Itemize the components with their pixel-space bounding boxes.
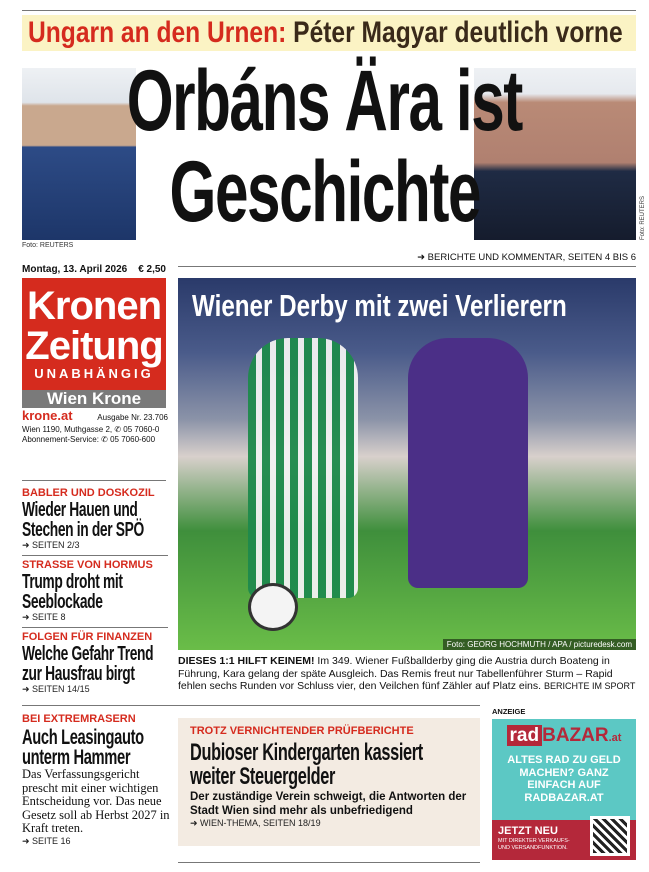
story-text: Der zuständige Verein schweigt, die Antworten der Stadt Wien sind mehr als unbefriedigend xyxy=(190,791,467,817)
reports-ref-text: BERICHTE UND KOMMENTAR, SEITEN 4 BIS 6 xyxy=(427,252,636,263)
photo-credit: Foto: REUTERS xyxy=(22,242,74,249)
kicker: TROTZ VERNICHTENDER PRÜFBERICHTE xyxy=(190,725,414,737)
photo-credit-right: Foto: REUTERS xyxy=(640,195,646,240)
top-rule xyxy=(22,10,636,11)
brand-c: .at xyxy=(608,732,622,744)
price: € 2,50 xyxy=(138,264,166,275)
phone: 05 7060-0 xyxy=(123,425,160,434)
story-text: Das Verfassungsgericht prescht mit einer wichtigen Entscheidung vor. Das neue Gesetz soll ab Herbst 2027 in Kraft treten. xyxy=(22,767,170,835)
headline-line2: Geschichte xyxy=(169,144,480,240)
rule xyxy=(178,862,480,863)
date: Montag, 13. April 2026 xyxy=(22,264,128,275)
story-ref: WIEN-THEMA, SEITEN 18/19 xyxy=(200,818,321,828)
story-title: Trump droht mit Seeblockade xyxy=(22,571,123,613)
subscription-phone: 05 7060-600 xyxy=(110,435,156,444)
kicker: BABLER UND DOSKOZIL xyxy=(22,487,155,499)
kicker: FOLGEN FÜR FINANZEN xyxy=(22,631,153,643)
story-title: Welche Gefahr Trend zur Hausfrau birgt xyxy=(22,643,154,685)
logo-sub: UNABHÄNGIG xyxy=(34,366,154,381)
main-photo-credit: Foto: GEORG HOCHMUTH / APA / picturedesk.com xyxy=(443,639,636,650)
side-story[interactable]: BABLER UND DOSKOZIL Wieder Hauen und Stechen in der SPÖ ➜ SEITEN 2/3 xyxy=(22,484,168,556)
ad-brand xyxy=(492,725,636,749)
rule xyxy=(22,705,480,706)
story-ref: SEITE 8 xyxy=(32,612,66,622)
bottom-mid-story[interactable]: TROTZ VERNICHTENDER PRÜFBERICHTE Dubioser Kindergarten kassiert weiter Steuergelder Der zuständige Verein schweigt, die Antworten der Stadt Wien sind mehr als unbefriedigend ➜ WIEN-THEMA, SEITEN 18/19 xyxy=(178,718,480,846)
masthead-info: krone.at Ausgabe Nr. 23.706 Wien 1190, Muthgasse 2, ✆ 05 7060-0 Abonnement-Service: ✆ 05 7060-600 xyxy=(22,408,168,444)
subscription: Abonnement-Service: xyxy=(22,435,99,444)
banner-red: Ungarn an den Urnen: xyxy=(28,16,287,49)
story-title: Auch Leasingauto unterm Hammer xyxy=(22,726,144,769)
brand-a: rad xyxy=(507,725,543,746)
logo-line1: Kronen xyxy=(27,284,161,328)
football xyxy=(248,583,298,631)
caption-ref[interactable]: BERICHTE IM SPORT xyxy=(543,681,636,691)
edition: Wien Krone xyxy=(22,390,166,408)
advertisement[interactable] xyxy=(492,719,636,860)
player-austria xyxy=(408,338,528,588)
story-title: Dubioser Kindergarten kassiert weiter Steuergelder xyxy=(190,739,423,790)
address: Wien 1190, Muthgasse 2, xyxy=(22,425,113,434)
top-banner xyxy=(22,15,636,51)
main-headline xyxy=(0,53,649,240)
rule xyxy=(178,266,636,267)
story-ref: SEITEN 2/3 xyxy=(32,540,80,550)
banner-dark: Péter Magyar deutlich vorne xyxy=(293,16,623,49)
story-title: Wieder Hauen und Stechen in der SPÖ xyxy=(22,499,144,541)
main-caption xyxy=(178,655,638,693)
headline-line1: Orbáns Ära ist xyxy=(126,53,523,149)
site-link[interactable]: krone.at xyxy=(22,408,73,423)
player-rapid xyxy=(248,338,358,598)
issue: Ausgabe Nr. 23.706 xyxy=(97,413,168,422)
ad-text: ALTES RAD ZU GELD MACHEN? GANZ EINFACH AUF RADBAZAR.AT xyxy=(507,754,621,804)
qr-code-icon xyxy=(590,816,630,856)
logo[interactable] xyxy=(22,278,166,390)
side-story[interactable]: STRASSE VON HORMUS Trump droht mit Seeblockade ➜ SEITE 8 xyxy=(22,556,168,628)
ad-label: ANZEIGE xyxy=(492,707,526,716)
logo-line2: Zeitung xyxy=(25,324,163,368)
caption-text: Im 349. Wiener Fußballderby ging die Austria durch Boateng in Führung, Kara gelang der späte Ausgleich. Das Remis freut nur Tabellenführer Sturm – Rapid fehlen sechs Runden vor Schluss vier, den Veilchen fünf Zähler auf Platz eins. xyxy=(178,655,613,692)
kicker: BEI EXTREMRASERN xyxy=(22,713,136,725)
bottom-left-story[interactable]: BEI EXTREMRASERN Auch Leasingauto unterm Hammer Das Verfassungsgericht prescht mit einer wichtigen Entscheidung vor. Das neue Gesetz soll ab Herbst 2027 in Kraft treten. ➜ SEITE 16 xyxy=(22,713,172,847)
reports-ref[interactable]: ➜ BERICHTE UND KOMMENTAR, SEITEN 4 BIS 6 xyxy=(417,252,636,263)
side-stories xyxy=(22,484,168,699)
brand-b: BAZAR xyxy=(542,725,609,746)
story-ref: SEITE 16 xyxy=(32,835,71,846)
date-row xyxy=(22,264,166,276)
cta-sub: MIT DIREKTER VERKAUFS- UND VERSANDFUNKTION. xyxy=(498,838,570,851)
side-story[interactable]: FOLGEN FÜR FINANZEN Welche Gefahr Trend zur Hausfrau birgt ➜ SEITEN 14/15 xyxy=(22,628,168,699)
rule xyxy=(22,480,166,481)
kicker: STRASSE VON HORMUS xyxy=(22,559,153,571)
caption-bold: DIESES 1:1 HILFT KEINEM! xyxy=(178,655,315,667)
main-story-title: Wiener Derby mit zwei Verlierern xyxy=(192,288,567,323)
cta: JETZT NEU xyxy=(498,825,558,837)
main-photo xyxy=(178,278,636,650)
story-ref: SEITEN 14/15 xyxy=(32,684,90,694)
